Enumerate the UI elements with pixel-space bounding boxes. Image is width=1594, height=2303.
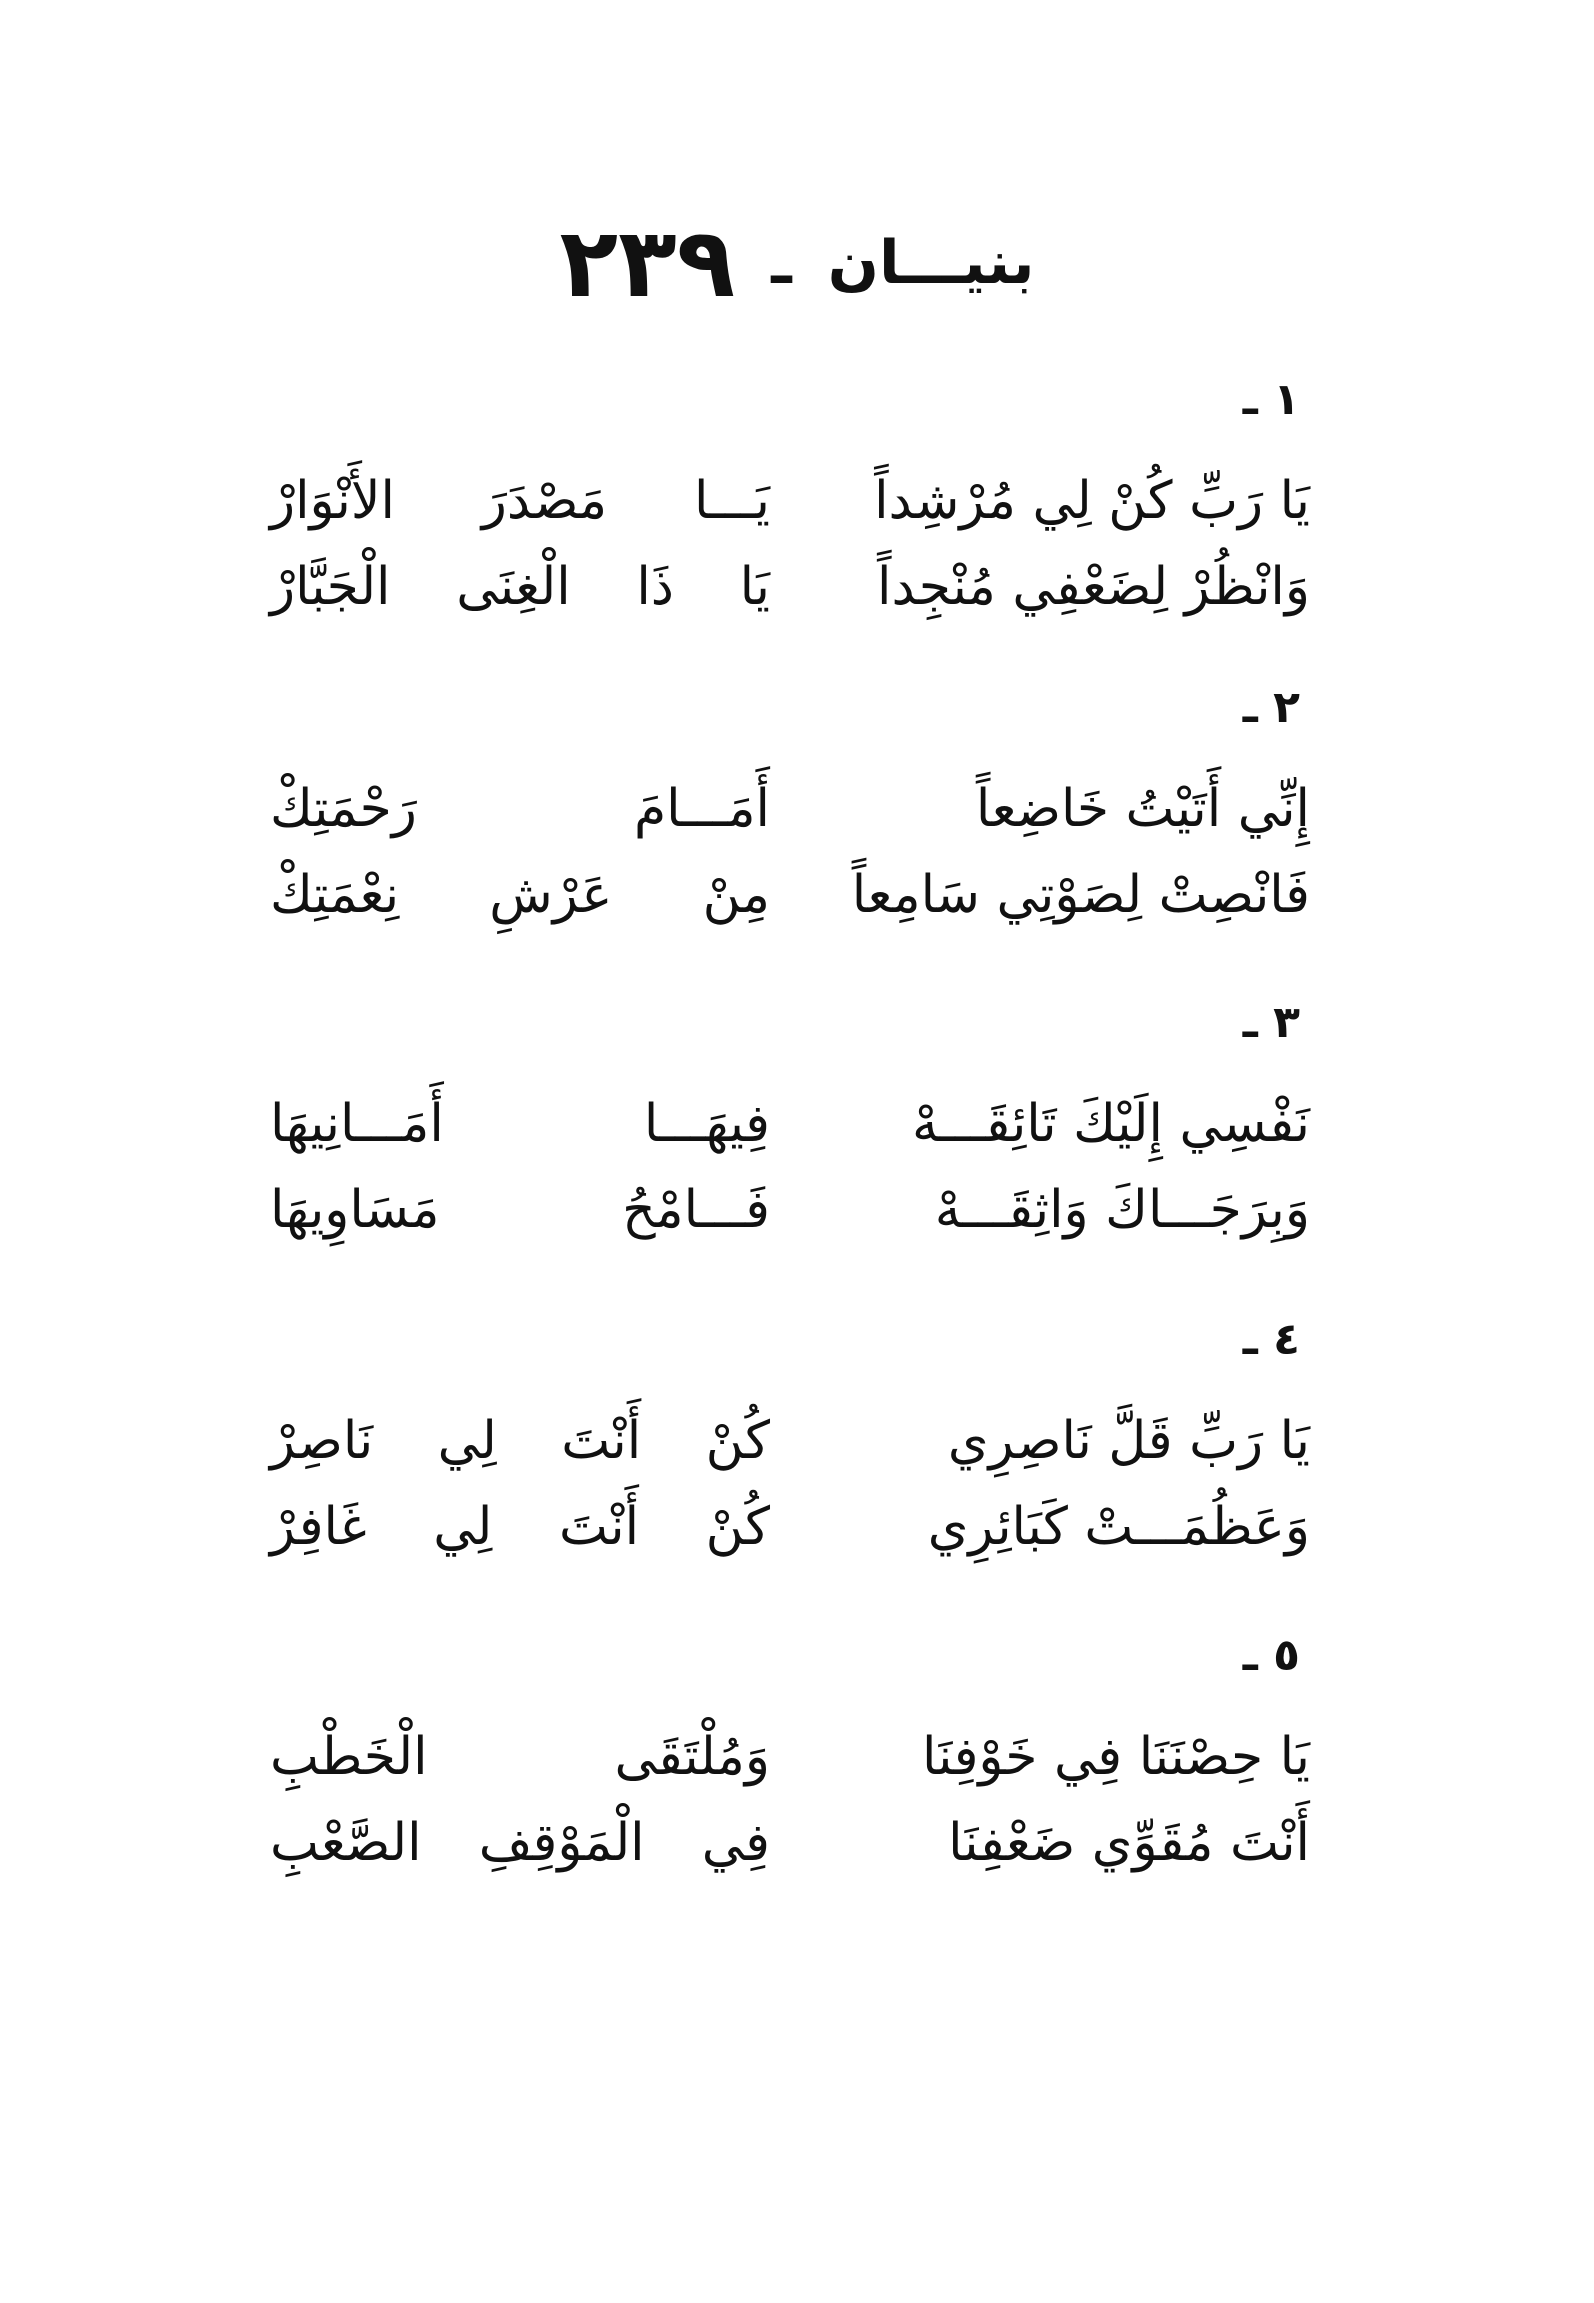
header-dash: ـ — [771, 228, 792, 298]
first-hemistich: وَبِرَجَـــاكَ وَاثِقَـــهْ — [934, 1180, 1310, 1240]
second-hemistich: وَمُلْتَقَى الْخَطْبِ — [270, 1727, 770, 1787]
verse-line — [270, 544, 1310, 630]
stanza-number: ٣ ـ — [1242, 997, 1300, 1048]
first-hemistich: يَا رَبِّ قَلَّ نَاصِرِي — [947, 1411, 1310, 1471]
stanza-number: ٢ ـ — [1242, 682, 1300, 733]
verse-line — [270, 1398, 1310, 1484]
page-header — [0, 207, 1594, 319]
verse-line — [270, 1167, 1310, 1253]
first-hemistich: نَفْسِي إِلَيْكَ تَائِقَـــهْ — [911, 1094, 1310, 1154]
second-hemistich: كُنْ أَنْتَ لِي غَافِرْ — [270, 1497, 770, 1557]
hymn-number: ٢٣٩ — [559, 207, 736, 319]
first-hemistich: يَا رَبِّ كُنْ لِي مُرْشِداً — [874, 471, 1310, 531]
first-hemistich: فَانْصِتْ لِصَوْتِي سَامِعاً — [851, 865, 1310, 925]
verse-line — [270, 1081, 1310, 1167]
second-hemistich: كُنْ أَنْتَ لِي نَاصِرْ — [270, 1411, 770, 1471]
first-hemistich: يَا حِصْنَنَا فِي خَوْفِنَا — [922, 1727, 1310, 1787]
stanza-3 — [270, 995, 1310, 1253]
stanza-number: ٤ ـ — [1242, 1314, 1300, 1365]
verse-line — [270, 852, 1310, 938]
second-hemistich: فِي الْمَوْقِفِ الصَّعْبِ — [270, 1813, 770, 1873]
second-hemistich: يَا ذَا الْغِنَى الْجَبَّارْ — [270, 557, 770, 617]
verse-line — [270, 1800, 1310, 1886]
stanza-number: ٥ ـ — [1242, 1630, 1300, 1681]
stanza-5 — [270, 1628, 1310, 1886]
verse-line — [270, 1484, 1310, 1570]
first-hemistich: أَنْتَ مُقَوِّي ضَعْفِنَا — [948, 1813, 1310, 1873]
second-hemistich: أَمَـــامَ رَحْمَتِكْ — [270, 779, 770, 839]
first-hemistich: إِنِّي أَتَيْتُ خَاضِعاً — [975, 779, 1310, 839]
stanza-2 — [270, 680, 1310, 938]
hymn-tune-name: بنيـــان — [827, 228, 1035, 298]
stanza-4 — [270, 1312, 1310, 1570]
verse-line — [270, 458, 1310, 544]
first-hemistich: وَانْظُرْ لِضَعْفِي مُنْجِداً — [877, 557, 1310, 617]
stanza-1 — [270, 372, 1310, 630]
verse-line — [270, 1714, 1310, 1800]
stanza-number: ١ ـ — [1242, 374, 1300, 425]
second-hemistich: فِيهَـــا أَمَـــانِيهَا — [270, 1094, 770, 1154]
second-hemistich: فَـــامْحُ مَسَاوِيهَا — [270, 1180, 770, 1240]
first-hemistich: وَعَظُمَـــتْ كَبَائِرِي — [927, 1497, 1310, 1557]
verse-line — [270, 766, 1310, 852]
second-hemistich: مِنْ عَرْشِ نِعْمَتِكْ — [270, 865, 770, 925]
second-hemistich: يَـــا مَصْدَرَ الأَنْوَارْ — [270, 471, 770, 531]
